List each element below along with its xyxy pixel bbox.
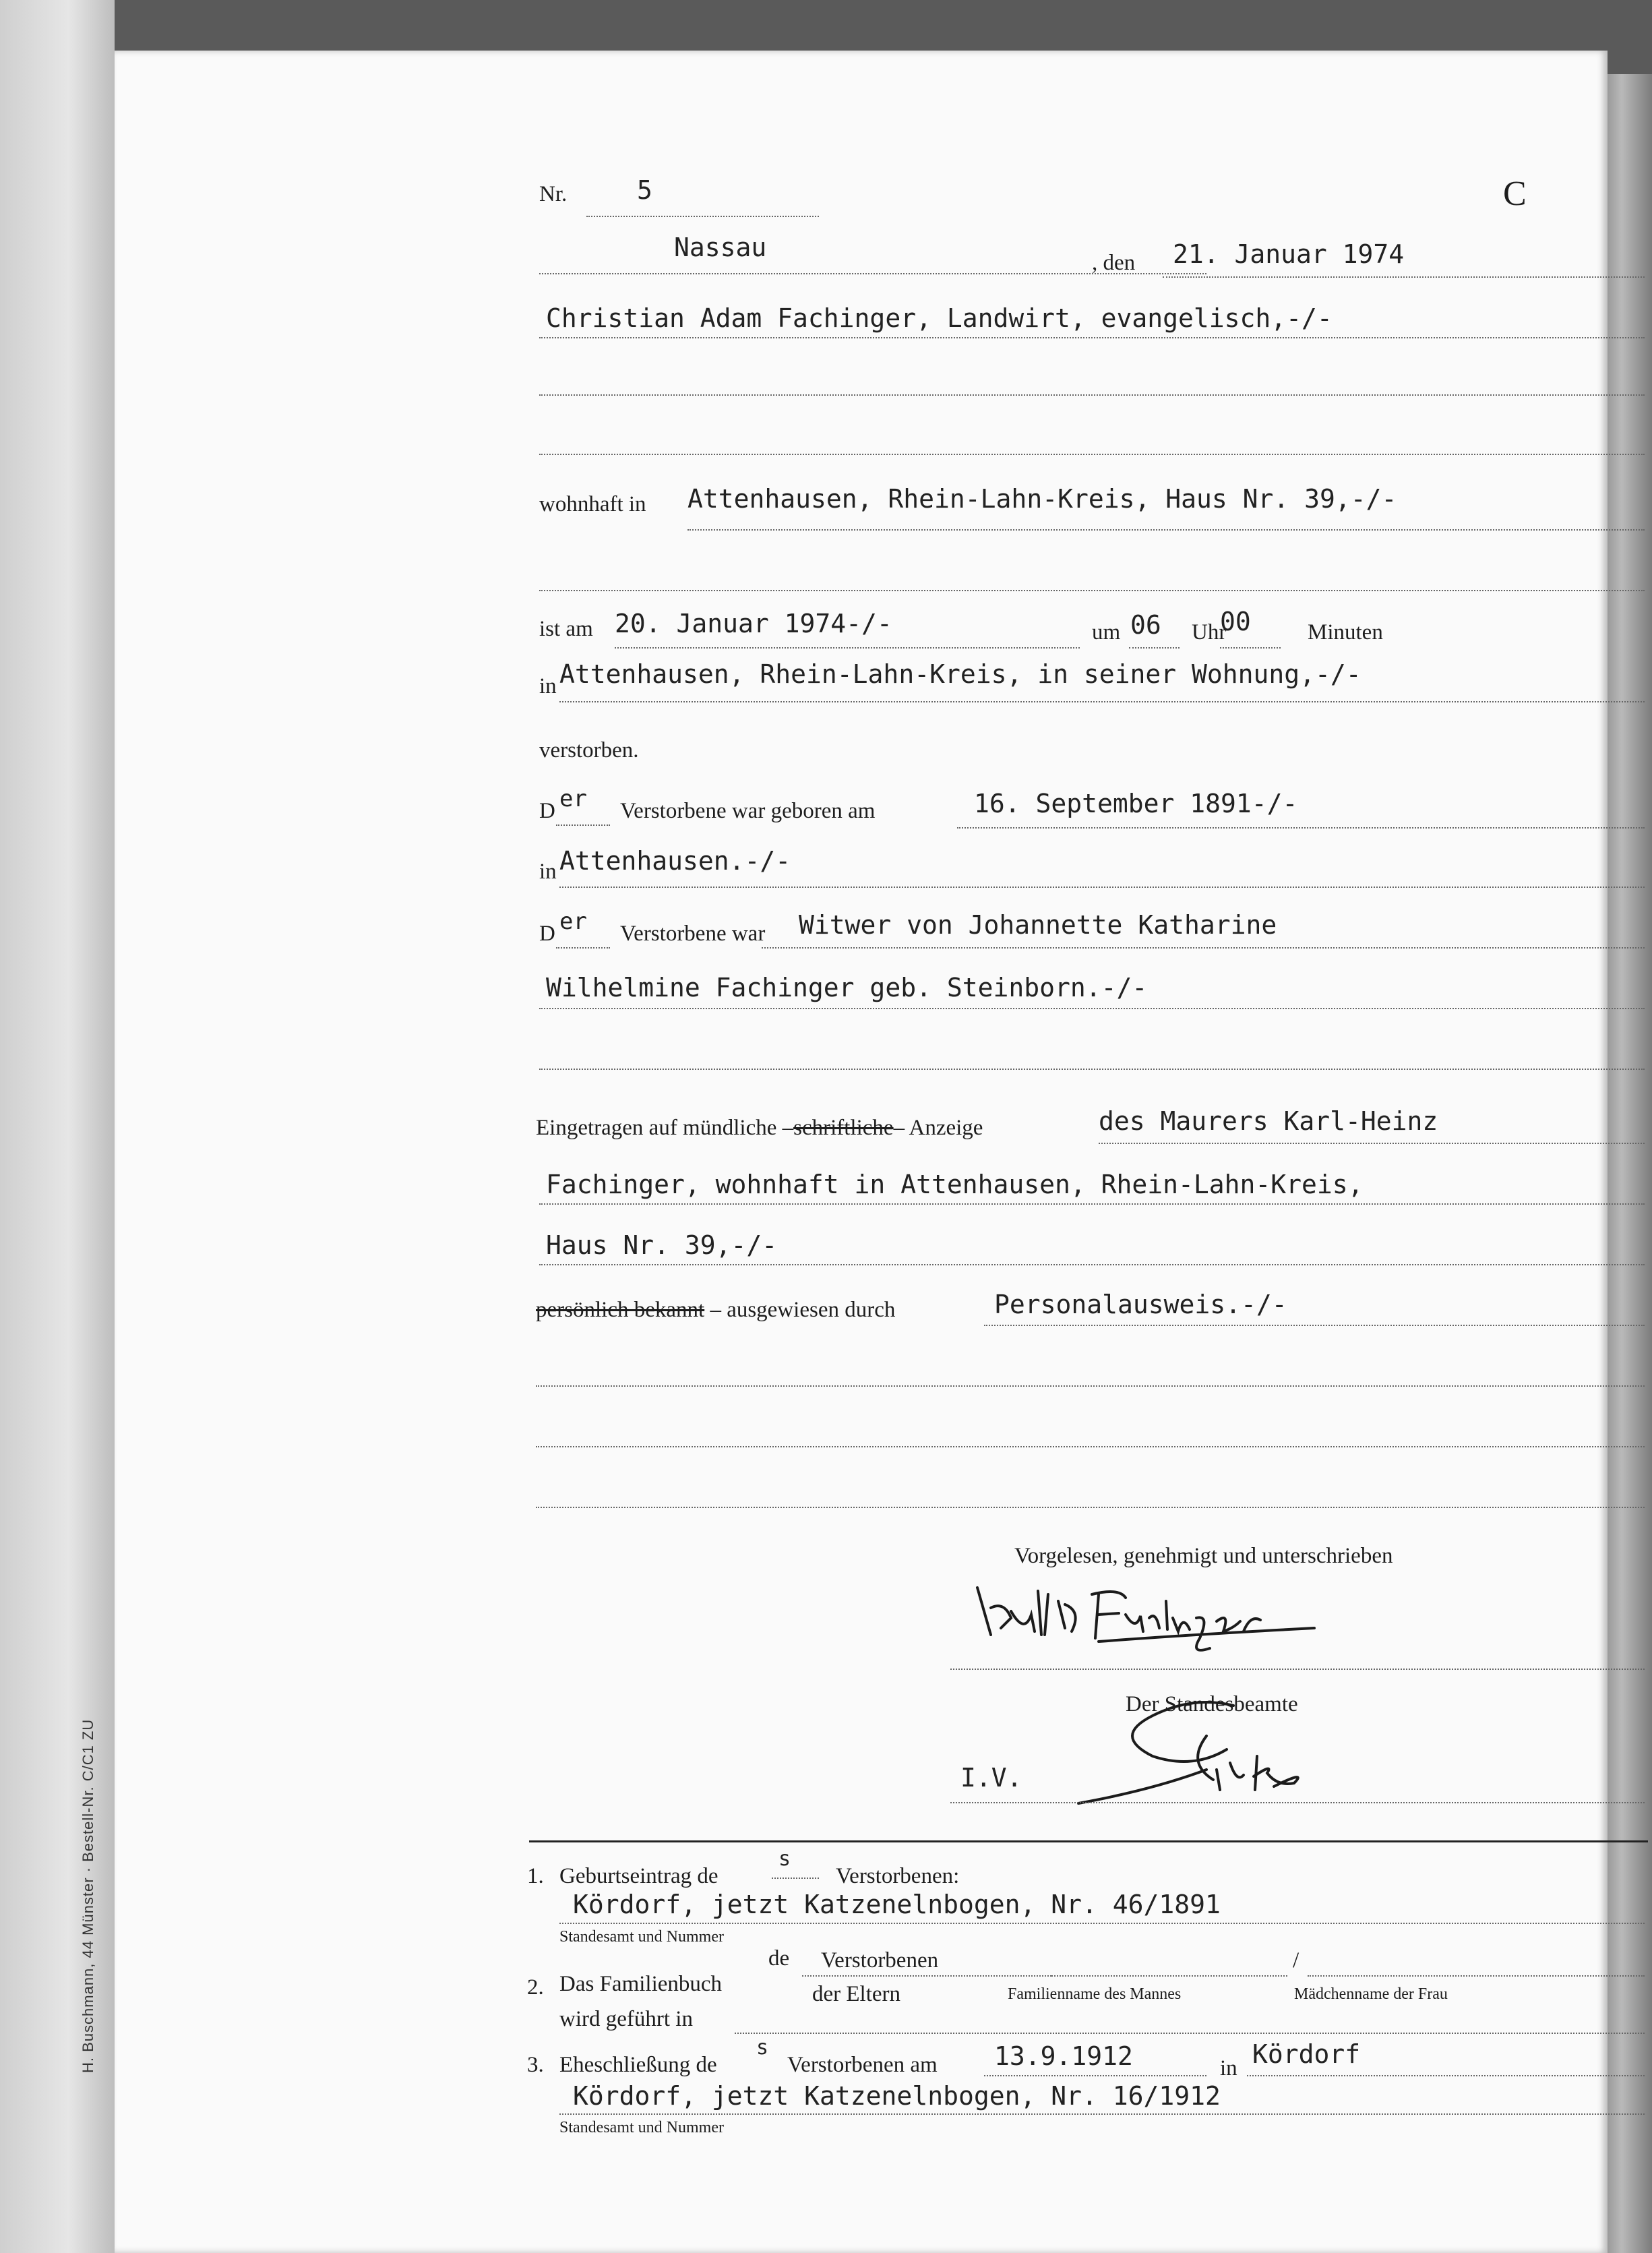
marital-status-line2: Wilhelmine Fachinger geb. Steinborn.-/- [546,973,1148,1002]
footnote-2-caption-husband: Familienname des Mannes [1008,1985,1182,2003]
birth-suffix: er [559,785,587,812]
book-edge [1601,74,1652,2253]
birth-suffix-line [556,824,610,826]
residence-line [687,529,1645,531]
printer-imprint: H. Buschmann, 44 Münster · Bestell-Nr. C/C1 ZU [80,1718,96,2073]
marital-suffix: er [559,908,587,935]
birth-text-label: Verstorbene war geboren am [620,799,876,823]
died-on-label: ist am [539,617,593,641]
footnote-3-suffix: s [756,2036,769,2060]
footnote-3-line [559,2113,1645,2115]
at-label: um [1092,620,1121,644]
footnote-1-suffix-line [772,1878,819,1879]
deceased-label: verstorben. [539,738,639,762]
residence-line-2 [539,590,1645,591]
left-book-page [0,0,115,2253]
registration-line-1 [1099,1143,1645,1144]
birth-date: 16. September 1891-/- [974,789,1298,818]
footnote-2-husband-line [1051,1975,1287,1977]
footnote-1-suffix: s [778,1847,791,1871]
marriage-place: Kördorf [1252,2039,1361,2069]
registration-label-struck: schriftliche [793,1116,894,1140]
nr-value: 5 [637,175,652,205]
footnote-2-kept-in-label: wird geführt in [559,2007,693,2031]
identification-value: Personalausweis.-/- [994,1290,1287,1319]
footnote-3-place-line [1247,2075,1645,2076]
footnote-2-wife-line [1308,1975,1645,1977]
person-line-3 [539,454,1645,455]
death-date-line [615,647,1080,649]
marriage-date: 13.9.1912 [994,2041,1133,2071]
person-line-2 [539,394,1645,396]
registration-line-3 [539,1264,1645,1265]
footnote-1-line [559,1923,1645,1924]
minute-line [1220,647,1281,649]
birth-register-entry: Kördorf, jetzt Katzenelnbogen, Nr. 46/1891 [573,1890,1221,1919]
footnote-3-in-label: in [1220,2056,1237,2080]
death-place-in-label: in [539,674,557,698]
footnote-3-label: Eheschließung de [559,2053,717,2077]
registrar-signature-line [950,1802,1645,1803]
iv-label: I.V. [960,1763,1022,1793]
death-place-line [559,701,1645,702]
blank-line-3 [536,1507,1645,1508]
minutes-label: Minuten [1308,620,1383,644]
footnote-2-de: de [768,1946,790,1971]
birth-place: Attenhausen.-/- [559,846,791,876]
informant-line2: Fachinger, wohnhaft in Attenhausen, Rhein-Lahn-Kreis, [546,1170,1364,1199]
registration-date: 21. Januar 1974 [1173,239,1405,269]
footnote-1-label2: Verstorbenen: [836,1864,960,1888]
blank-line-2 [536,1446,1645,1447]
footnote-1-number: 1. [527,1864,544,1888]
death-date: 20. Januar 1974-/- [615,609,892,638]
informant-line1: des Maurers Karl-Heinz [1099,1106,1438,1136]
identification-line [984,1325,1645,1326]
registrar-signature [1072,1689,1328,1810]
person-line-1 [539,337,1645,338]
footnote-2-label: Das Familienbuch [559,1972,723,1996]
marital-suffix-line [556,947,610,949]
footnote-divider [529,1840,1648,1842]
registration-label [536,1116,983,1141]
den-label: , den [1092,251,1136,275]
registration-line-2 [539,1203,1645,1205]
form-code: C [1503,175,1527,213]
deceased-name: Christian Adam Fachinger, Landwirt, evangelisch,-/- [546,303,1333,333]
footnote-2-number: 2. [527,1975,544,2000]
marriage-register-entry: Kördorf, jetzt Katzenelnbogen, Nr. 16/1912 [573,2081,1221,2111]
registration-label-post: – Anzeige [893,1116,983,1140]
read-approved-label: Vorgelesen, genehmigt und unterschrieben [1014,1544,1393,1568]
footnote-2-slash: / [1293,1948,1299,1973]
footnote-2-kept-in-line [735,2033,1645,2034]
identification-label-struck: persönlich bekannt [536,1298,705,1322]
identification-label [536,1298,895,1323]
identification-label-post: – ausgewiesen durch [710,1298,896,1322]
informant-line3: Haus Nr. 39,-/- [546,1230,778,1260]
death-minute: 00 [1220,607,1251,636]
registrar-label: Der Standesbeamte [1126,1692,1298,1716]
footnote-2-de-line [802,1975,1051,1977]
birth-in-label: in [539,860,557,884]
birth-place-line [559,887,1645,888]
footnote-3-caption: Standesamt und Nummer [559,2119,724,2136]
hour-line [1129,647,1180,649]
marital-d-label: D [539,922,555,946]
footnote-2-der-eltern: der Eltern [812,1982,901,2006]
footnote-3-date-line [984,2075,1206,2076]
nr-line [586,216,819,217]
residence-label: wohnhaft in [539,492,646,516]
birth-date-line [957,827,1645,829]
marital-line-1 [762,947,1645,949]
uhr-label: Uhr [1192,620,1227,644]
footnote-3-label2: Verstorbenen am [787,2053,938,2077]
footnote-2-caption-wife: Mädchenname der Frau [1294,1985,1448,2003]
footnote-1-label: Geburtseintrag de [559,1864,718,1888]
marital-line-3 [539,1069,1645,1070]
footnote-3-number: 3. [527,2053,544,2077]
footnote-2-verstorbenen: Verstorbenen [821,1948,939,1973]
death-register-page [115,51,1608,2253]
death-place: Attenhausen, Rhein-Lahn-Kreis, in seiner Wohnung,-/- [559,659,1362,689]
marital-line-2 [539,1008,1645,1009]
place-of-registration: Nassau [674,233,767,262]
death-hour: 06 [1130,610,1161,640]
birth-d-label: D [539,799,555,823]
date-line [1163,276,1645,278]
footnote-1-caption: Standesamt und Nummer [559,1928,724,1946]
informant-signature-line [950,1669,1645,1670]
informant-signature [964,1581,1328,1669]
marital-text-label: Verstorbene war [620,922,766,946]
blank-line-1 [536,1385,1645,1387]
residence-value: Attenhausen, Rhein-Lahn-Kreis, Haus Nr. 39,-/- [687,484,1397,514]
nr-label: Nr. [539,182,568,206]
marital-status-line1: Witwer von Johannette Katharine [799,910,1277,940]
registration-label-pre: Eingetragen auf mündliche – [536,1116,794,1140]
